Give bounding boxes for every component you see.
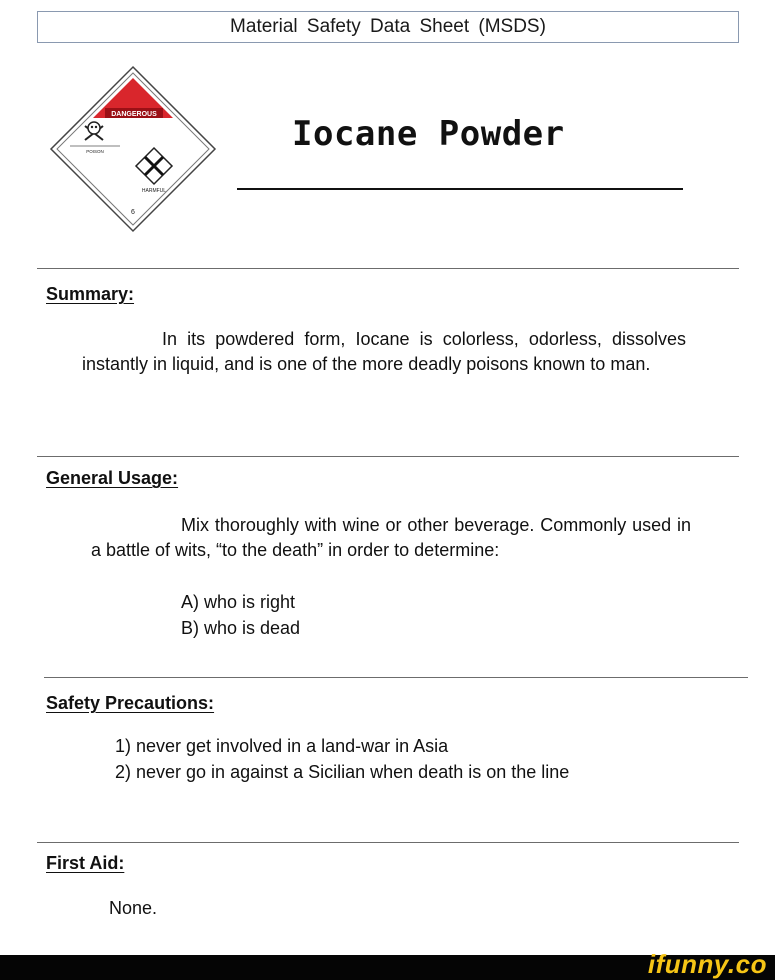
usage-item: A) who is right [181,592,296,612]
summary-text: In its powdered form, Iocane is colorless, odorless, dissolves instantly in liquid, and is one of the more deadly poisons known to man. [82,329,686,374]
general-usage-heading: General Usage: [46,468,179,488]
divider [37,268,739,269]
hazard-class-number: 6 [131,209,135,216]
hazard-top-text: DANGEROUS [111,111,157,118]
safety-item: 2) never go in against a Sicilian when death is on the line [115,762,570,782]
ifunny-watermark: ifunny.co [647,949,767,979]
first-aid-text: None. [109,898,158,918]
hazard-label-icon [48,64,218,234]
summary-heading: Summary: [46,284,135,304]
msds-title: Material Safety Data Sheet (MSDS) [230,16,546,37]
hazard-bottom-text: HARMFUL [141,188,167,194]
safety-heading: Safety Precautions: [46,693,215,713]
safety-item: 1) never get involved in a land-war in Asia [115,736,449,756]
hazard-label-diamond [48,64,218,234]
first-aid-heading: First Aid: [46,853,125,873]
product-name: Iocane Powder [292,114,565,154]
usage-item: B) who is dead [181,618,301,638]
divider [37,456,739,457]
hazard-left-text: POISON [86,149,104,154]
general-usage-text: Mix thoroughly with wine or other beverage. Commonly used in a battle of wits, “to the death” in order to determine: [91,515,691,560]
product-name-underline [237,188,683,190]
divider [37,842,739,843]
msds-header [37,11,739,43]
divider [44,677,748,678]
